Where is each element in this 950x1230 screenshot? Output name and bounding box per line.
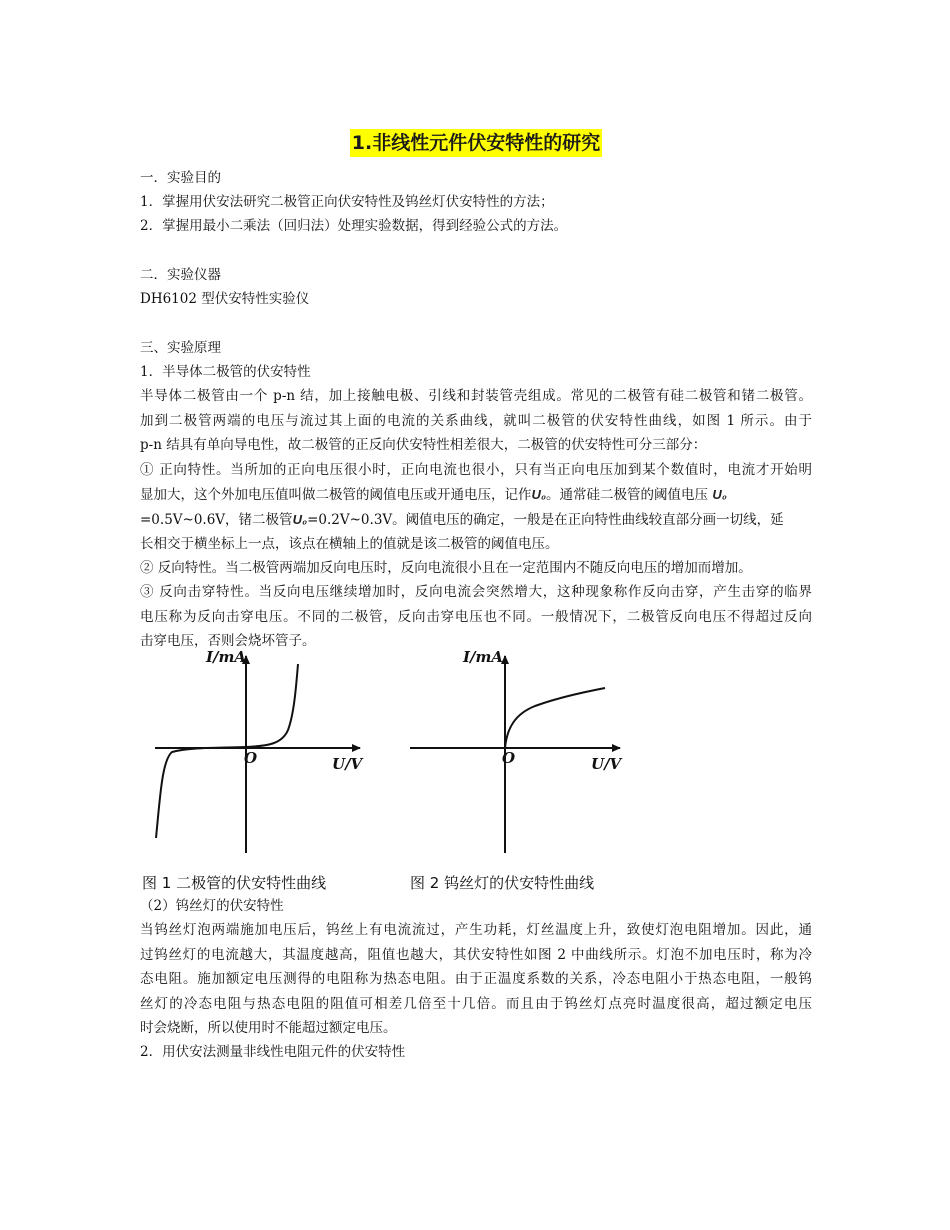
reverse-line: ② 反向特性。当二极管两端加反向电压时，反向电流很小且在一定范围内不随反向电压的增加而增加。: [140, 560, 752, 576]
lamp-line-2: 过钨丝灯的电流越大，其温度越高，阻值也越大，其伏安特性如图 2 中曲线所示。灯泡不加电压时，称为冷: [140, 947, 812, 963]
document-title: 1.非线性元件伏安特性的研究: [350, 129, 602, 157]
lamp-line-1: 当钨丝灯泡两端施加电压后，钨丝上有电流流过，产生功耗，灯丝温度上升，致使灯泡电阻增加。因此，通: [140, 922, 812, 938]
forward-line-2-a: 显加大，这个外加电压值叫做二极管的阈值电压或开通电压，记作: [140, 487, 532, 503]
figure-2-caption: 图 2 钨丝灯的伏安特性曲线: [410, 874, 595, 892]
subsection-lamp: （2）钨丝灯的伏安特性: [140, 898, 284, 914]
forward-line-3-a: =0.5V~0.6V，锗二极管: [140, 512, 293, 528]
u0-symbol-2: U₀: [712, 487, 727, 502]
forward-line-4: 长相交于横坐标上一点，该点在横轴上的值就是该二极管的阈值电压。: [140, 536, 559, 552]
forward-line-2-b: 。通常硅二极管的阈值电压: [546, 487, 709, 503]
fig1-curve: [156, 664, 298, 838]
forward-line-2: [140, 485, 812, 505]
section-2-heading: 二．实验仪器: [140, 267, 221, 283]
section-1-heading: 一．实验目的: [140, 170, 221, 186]
u0-symbol: U₀: [531, 487, 547, 502]
breakdown-line-3: 击穿电压，否则会烧坏管子。: [140, 633, 316, 649]
fig2-y-label: I/mA: [463, 648, 504, 666]
breakdown-line-2: 电压称为反向击穿电压。不同的二极管，反向击穿电压也不同。一般情况下，二极管反向电压不得超过反向: [140, 609, 812, 625]
forward-line-3: [140, 510, 812, 530]
fig2-x-label: U/V: [591, 755, 622, 773]
para-diode-line-3: p-n 结具有单向导电性，故二极管的正反向伏安特性相差很大，二极管的伏安特性可分三部分：: [140, 437, 707, 453]
lamp-line-5: 时会烧断，所以使用时不能超过额定电压。: [140, 1020, 397, 1036]
para-diode-line-2: 加到二极管两端的电压与流过其上面的电流的关系曲线，就叫二极管的伏安特性曲线，如图 1 所示。由于: [140, 413, 812, 429]
fig2-curve: [505, 688, 605, 748]
subsection-diode: 1．半导体二极管的伏安特性: [140, 364, 311, 380]
instrument-name: DH6102 型伏安特性实验仪: [140, 291, 310, 307]
para-diode-line-1: 半导体二极管由一个 p-n 结，加上接触电极、引线和封装管壳组成。常见的二极管有硅二极管和锗二极管。: [140, 388, 812, 404]
fig1-y-label: I/mA: [206, 648, 247, 666]
purpose-item-1: 1．掌握用伏安法研究二极管正向伏安特性及钨丝灯伏安特性的方法；: [140, 194, 554, 210]
fig2-origin-label: O: [502, 749, 516, 767]
forward-line-3-b: =0.2V~0.3V。阈值电压的确定，一般是在正向特性曲线较直部分画一切线，延: [307, 512, 784, 528]
lamp-line-4: 丝灯的冷态电阻与热态电阻的阻值可相差几倍至十几倍。而且由于钨丝灯点亮时温度很高，超过额定电压: [140, 996, 812, 1012]
lamp-line-3: 态电阻。施加额定电压测得的电阻称为热态电阻。由于正温度系数的关系，冷态电阻小于热态电阻，一般钨: [140, 971, 812, 987]
subsection-measure: 2．用伏安法测量非线性电阻元件的伏安特性: [140, 1044, 406, 1060]
breakdown-line-1: ③ 反向击穿特性。当反向电压继续增加时，反向电流会突然增大，这种现象称作反向击穿，产生击穿的临界: [140, 584, 812, 600]
u0-symbol-3: U₀: [292, 512, 308, 527]
fig1-origin-label: O: [244, 749, 258, 767]
purpose-item-2: 2．掌握用最小二乘法（回归法）处理实验数据，得到经验公式的方法。: [140, 218, 568, 234]
title-wrap: [140, 129, 812, 157]
figure-1-caption: 图 1 二极管的伏安特性曲线: [142, 874, 327, 892]
figure-2-lamp-curve: [405, 648, 630, 856]
fig1-x-label: U/V: [332, 755, 363, 773]
forward-line-1: ① 正向特性。当所加的正向电压很小时，正向电流也很小，只有当正向电压加到某个数值时，电流才开始明: [140, 462, 812, 478]
figure-1-diode-curve: [150, 648, 370, 856]
section-3-heading: 三、实验原理: [140, 340, 221, 356]
